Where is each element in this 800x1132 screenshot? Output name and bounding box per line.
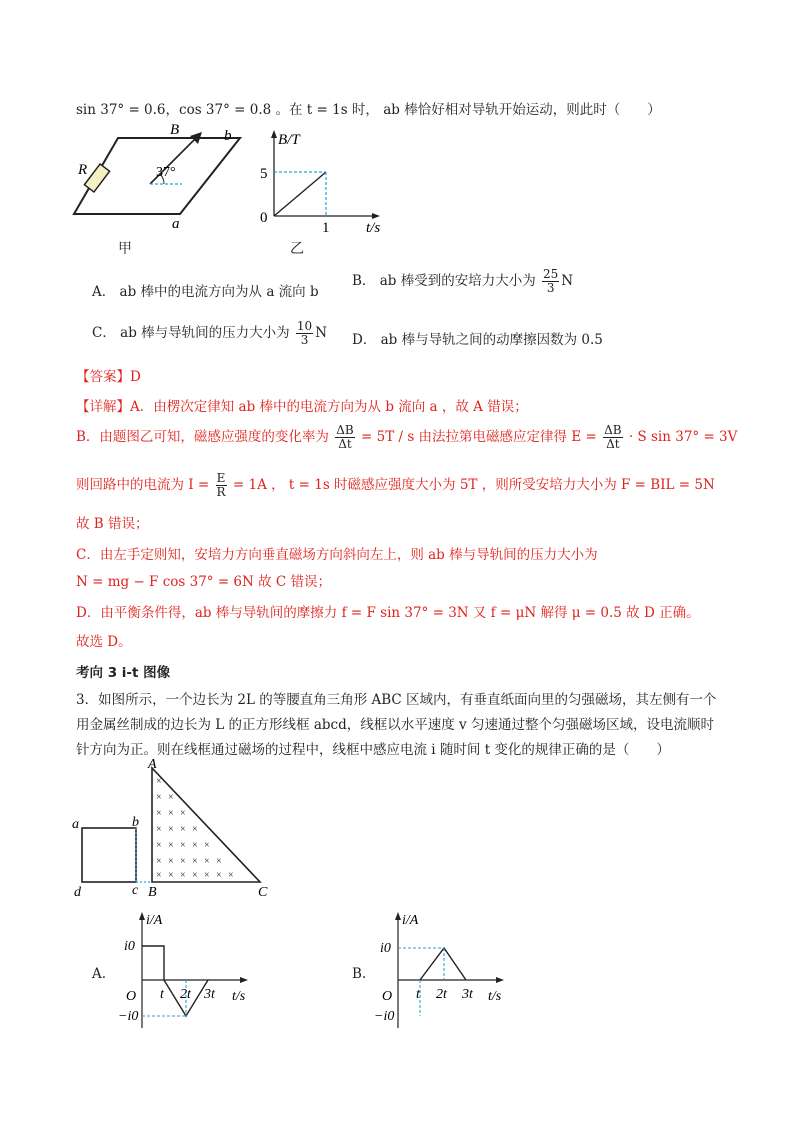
- detail-I-2: = 1A ，: [232, 477, 285, 493]
- svg-text:×: ×: [156, 792, 162, 803]
- detail-I-3: t = 1s 时磁感应强度大小为 5T ，则所受安培力大小为: [288, 477, 617, 493]
- q2-stem-rest: ab 棒恰好相对导轨开始运动，则此时（ ）: [383, 102, 661, 118]
- detail-end: 故选 D。: [76, 634, 132, 650]
- fraction-2-den: Δt: [606, 437, 620, 451]
- detail-B-1: B．由题图乙可知，磁感应强度的变化率为: [76, 429, 329, 445]
- svg-text:×: ×: [156, 824, 162, 835]
- fraction-1-den: Δt: [338, 437, 352, 451]
- y-tick-5: 5: [260, 166, 268, 182]
- y-axis-arrow: [139, 912, 145, 920]
- detail-D: D．由平衡条件得，ab 棒与导轨间的摩擦力 f = F sin 37° = 3N 又 f = μN 解得 μ = 0.5 故 D 正确。: [76, 605, 700, 621]
- svg-text:×: ×: [216, 856, 222, 867]
- detail-A: [76, 395, 528, 415]
- svg-text:×: ×: [168, 792, 174, 803]
- q3-line2: 用金属丝制成的边长为 L 的正方形线框 abcd，线框以水平速度 v 匀速通过整个匀强磁场区域，设电流顺时: [76, 717, 714, 733]
- y-axis-label: i/A: [402, 913, 419, 928]
- svg-text:×: ×: [156, 776, 162, 787]
- detail-B-fraction-1: [335, 424, 354, 451]
- fraction-R: R: [216, 485, 226, 499]
- svg-text:×: ×: [168, 824, 174, 835]
- i-t-curve: [420, 948, 466, 980]
- label-a: a: [172, 216, 180, 232]
- detail-B-fraction-2: [603, 424, 622, 451]
- b-t-line: [274, 172, 326, 216]
- q3-line3: 针方向为正。则在线框通过磁场的过程中，线框中感应电流 i 随时间 t 变化的规律正确的是（ ）: [76, 742, 670, 758]
- svg-text:×: ×: [204, 870, 210, 881]
- option-C-unit: N: [315, 325, 328, 341]
- x-axis-label: t/s: [488, 989, 502, 1004]
- svg-text:×: ×: [168, 870, 174, 881]
- option-B-pre: ab 棒受到的安培力大小为: [379, 273, 536, 289]
- y-axis-arrow: [395, 912, 401, 920]
- q3-line1: 3．如图所示，一个边长为 2L 的等腰直角三角形 ABC 区域内，有垂直纸面向里的匀强磁场，其左侧有一个: [76, 692, 717, 708]
- option-C-den: 3: [300, 333, 309, 347]
- label-b: b: [224, 128, 232, 144]
- x-axis-label: t/s: [366, 220, 381, 236]
- option-D-text: ab 棒与导轨之间的动摩擦因数为 0.5: [380, 332, 603, 348]
- svg-text:×: ×: [192, 856, 198, 867]
- detail-I-fraction: [216, 472, 227, 499]
- figure-jia: [70, 122, 250, 242]
- figure-yi: [252, 128, 402, 240]
- svg-text:×: ×: [204, 840, 210, 851]
- x-axis-label: t/s: [232, 989, 246, 1004]
- caption-yi: 乙: [290, 241, 304, 257]
- option-B-den: 3: [546, 281, 555, 295]
- svg-text:×: ×: [180, 840, 186, 851]
- i0-label: i0: [380, 941, 391, 956]
- option-B-unit: N: [561, 273, 574, 289]
- option-C-pre: ab 棒与导轨间的压力大小为: [120, 325, 290, 341]
- q3-figure: [70, 756, 280, 898]
- fraction-2-num: ΔB: [604, 423, 622, 437]
- q2-stem: [76, 98, 661, 118]
- tick-2t: 2t: [180, 987, 191, 1002]
- i0-label: i0: [124, 939, 135, 954]
- svg-text:×: ×: [156, 856, 162, 867]
- resistor-R: [84, 164, 109, 192]
- option-A: [92, 280, 319, 300]
- svg-text:×: ×: [228, 870, 234, 881]
- svg-text:×: ×: [180, 856, 186, 867]
- tick-t: t: [416, 987, 420, 1002]
- label-angle: 37°: [156, 165, 176, 180]
- detail-B-2: = 5T / s 由法拉第电磁感应定律得 E =: [361, 429, 597, 445]
- x-axis-arrow: [372, 213, 380, 219]
- y-axis-label: i/A: [146, 913, 163, 928]
- svg-text:×: ×: [180, 808, 186, 819]
- fraction-E: E: [216, 471, 226, 485]
- label-B: B: [170, 122, 180, 138]
- x-axis-arrow: [240, 977, 248, 983]
- detail-C2: N = mg − F cos 37° = 6N 故 C 错误；: [76, 574, 332, 590]
- detail-I-4: F = BIL = 5N: [621, 477, 715, 493]
- tick-3t: 3t: [204, 987, 215, 1002]
- option-C-letter: C．: [92, 325, 116, 341]
- i-t-curve: [142, 946, 208, 1016]
- graph-A: [112, 908, 272, 1034]
- origin-O: O: [382, 989, 393, 1004]
- label-a: a: [72, 817, 79, 832]
- detail-C: C．由左手定则知，安培力方向垂直磁场方向斜向左上，则 ab 棒与导轨间的压力大小为: [76, 547, 598, 563]
- svg-text:×: ×: [168, 808, 174, 819]
- option-D: [352, 328, 603, 348]
- svg-text:×: ×: [204, 856, 210, 867]
- section-title: 考向 3 i-t 图像: [76, 665, 171, 681]
- q2-stem-given: sin 37° = 0.6，cos 37° = 0.8 。在 t = 1s 时，: [76, 102, 379, 118]
- label-R: R: [78, 162, 88, 178]
- graph-B: [368, 908, 528, 1034]
- square-loop: [82, 828, 136, 882]
- option-C-num: 10: [296, 319, 313, 333]
- graph-A-option: A.: [92, 966, 107, 982]
- label-d: d: [74, 885, 81, 898]
- svg-text:×: ×: [156, 840, 162, 851]
- tick-2t: 2t: [436, 987, 447, 1002]
- origin-0: 0: [260, 210, 268, 226]
- x-tick-1: 1: [322, 220, 330, 236]
- neg-i0-label: −i0: [374, 1009, 395, 1024]
- detail-B-3: · S sin 37° = 3V: [628, 429, 738, 445]
- option-D-letter: D．: [352, 332, 377, 348]
- x-axis-arrow: [496, 977, 504, 983]
- svg-text:×: ×: [156, 870, 162, 881]
- option-B-fraction: [542, 268, 559, 295]
- caption-jia: 甲: [118, 241, 132, 257]
- option-A-text: ab 棒中的电流方向为从 a 流向 b: [119, 284, 319, 300]
- svg-text:×: ×: [168, 856, 174, 867]
- tick-t: t: [160, 987, 164, 1002]
- origin-O: O: [126, 989, 137, 1004]
- option-B-num: 25: [543, 267, 559, 281]
- fraction-1-num: ΔB: [336, 423, 354, 437]
- option-B: [352, 268, 573, 295]
- svg-text:×: ×: [180, 824, 186, 835]
- svg-text:×: ×: [180, 870, 186, 881]
- option-C: [92, 320, 327, 347]
- label-C: C: [258, 885, 268, 898]
- answer-line: 【答案】D: [76, 369, 141, 385]
- label-A: A: [148, 757, 157, 772]
- label-c: c: [132, 883, 139, 898]
- detail-head: 【详解】: [76, 399, 130, 415]
- detail-I-1: 则回路中的电流为 I =: [76, 477, 210, 493]
- option-B-letter: B．: [352, 273, 376, 289]
- svg-text:×: ×: [168, 840, 174, 851]
- svg-text:×: ×: [192, 840, 198, 851]
- svg-text:×: ×: [192, 824, 198, 835]
- neg-i0-label: −i0: [118, 1009, 139, 1024]
- label-b: b: [132, 815, 139, 830]
- svg-text:×: ×: [156, 808, 162, 819]
- graph-B-option: B.: [352, 966, 367, 982]
- y-axis-label: B/T: [278, 132, 300, 148]
- detail-B-err: 故 B 错误；: [76, 516, 149, 532]
- detail-current: [76, 472, 715, 499]
- label-B: B: [148, 885, 157, 898]
- detail-B: [76, 424, 737, 451]
- tick-3t: 3t: [462, 987, 473, 1002]
- svg-text:×: ×: [192, 870, 198, 881]
- field-crosses: [156, 776, 234, 881]
- y-axis-arrow: [271, 130, 277, 138]
- detail-A-text: A．由楞次定律知 ab 棒中的电流方向为从 b 流向 a ，故 A 错误；: [130, 399, 528, 415]
- svg-text:×: ×: [216, 870, 222, 881]
- option-A-letter: A．: [92, 284, 116, 300]
- option-C-fraction: [296, 320, 313, 347]
